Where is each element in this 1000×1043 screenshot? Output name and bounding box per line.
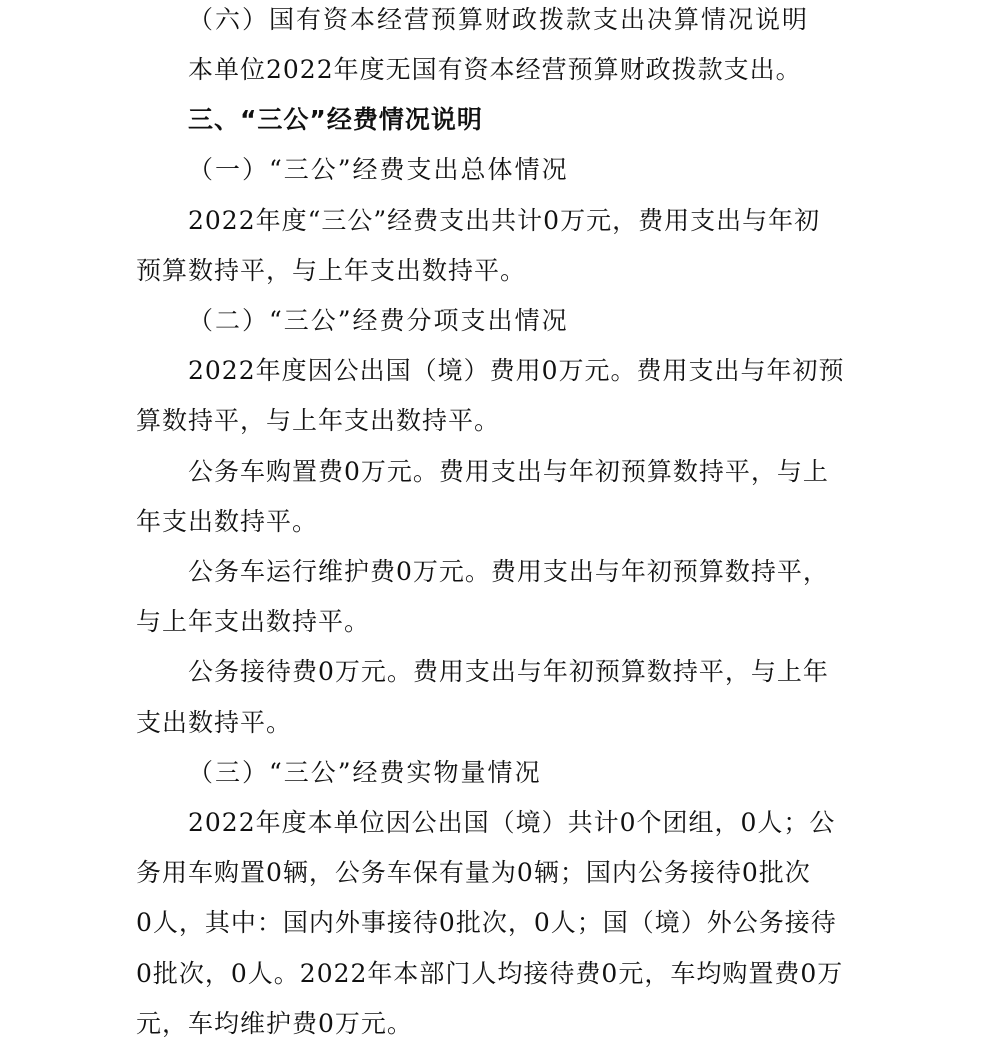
paragraph-line: 务用车购置0辆，公务车保有量为0辆；国内公务接待0批次 — [136, 858, 811, 887]
paragraph-line: 预算数持平，与上年支出数持平。 — [136, 256, 527, 285]
paragraph-line: 算数持平，与上年支出数持平。 — [136, 406, 501, 435]
paragraph-line: 本单位2022年度无国有资本经营预算财政拨款支出。 — [188, 55, 802, 84]
paragraph-line: 公务车购置费0万元。费用支出与年初预算数持平，与上 — [188, 457, 829, 486]
subheading-3-physical-quantity: （三）“三公”经费实物量情况 — [188, 758, 542, 787]
paragraph-line: 2022年度本单位因公出国（境）共计0个团组，0人；公 — [188, 808, 836, 837]
paragraph-line: 公务接待费0万元。费用支出与年初预算数持平，与上年 — [188, 657, 829, 686]
subheading-2-itemized: （二）“三公”经费分项支出情况 — [188, 306, 569, 335]
paragraph-line: 2022年度因公出国（境）费用0万元。费用支出与年初预 — [188, 356, 845, 385]
subheading-1-overall: （一）“三公”经费支出总体情况 — [188, 155, 569, 184]
paragraph-line: 支出数持平。 — [136, 708, 293, 737]
section-heading-three-public-expenses: 三、“三公”经费情况说明 — [188, 105, 483, 134]
paragraph-line: 公务车运行维护费0万元。费用支出与年初预算数持平， — [188, 557, 829, 586]
paragraph-line: 0批次，0人。2022年本部门人均接待费0元，车均购置费0万 — [136, 959, 844, 988]
paragraph-line: 年支出数持平。 — [136, 507, 319, 536]
subheading-6-state-capital-budget: （六）国有资本经营预算财政拨款支出决算情况说明 — [188, 5, 810, 34]
paragraph-line: 与上年支出数持平。 — [136, 607, 371, 636]
paragraph-line: 2022年度“三公”经费支出共计0万元，费用支出与年初 — [188, 206, 821, 235]
paragraph-line: 元，车均维护费0万元。 — [136, 1009, 413, 1038]
paragraph-line: 0人，其中：国内外事接待0批次，0人；国（境）外公务接待 — [136, 908, 837, 937]
